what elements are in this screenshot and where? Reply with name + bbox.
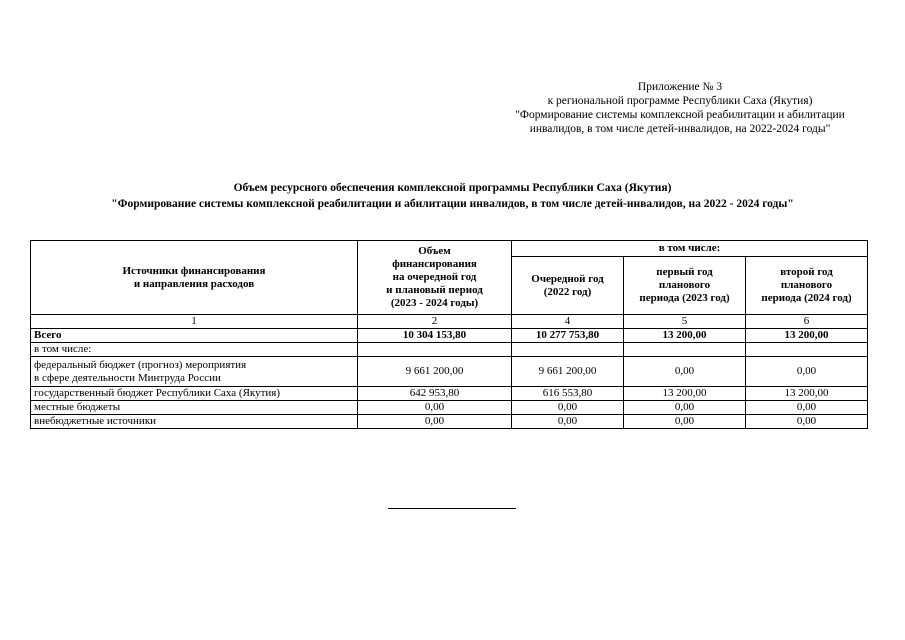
header-2023 <box>624 257 746 315</box>
row-2023: 0,00 <box>624 415 746 429</box>
document-title-line-1: Объем ресурсного обеспечения комплексной программы Республики Саха (Якутия) <box>233 182 672 194</box>
header-source-text: Источники финансирования и направления расходов <box>122 264 266 290</box>
header-group: в том числе: <box>512 241 868 257</box>
row-label-text: федеральный бюджет (прогноз) мероприятия в сфере деятельности Минтруда России <box>34 358 247 384</box>
table-row <box>31 415 868 429</box>
header-source <box>31 241 358 315</box>
column-number: 4 <box>512 315 624 329</box>
row-2024: 0,00 <box>746 357 868 387</box>
column-number: 1 <box>31 315 358 329</box>
document-title <box>0 180 905 212</box>
column-number: 6 <box>746 315 868 329</box>
header-total <box>358 241 512 315</box>
row-2022: 10 277 753,80 <box>512 329 624 343</box>
row-2024: 13 200,00 <box>746 329 868 343</box>
row-total: 0,00 <box>358 401 512 415</box>
table-row <box>31 357 868 387</box>
row-label <box>31 357 358 387</box>
appendix-program: к региональной программе Республики Саха (Якутия) <box>547 95 813 107</box>
column-number-row <box>31 315 868 329</box>
appendix-program-title-2: инвалидов, в том числе детей-инвалидов, на 2022-2024 годы" <box>529 123 831 135</box>
table-row <box>31 329 868 343</box>
column-number: 2 <box>358 315 512 329</box>
row-label: в том числе: <box>31 343 358 357</box>
row-2022: 0,00 <box>512 401 624 415</box>
row-2024: 13 200,00 <box>746 387 868 401</box>
row-total: 0,00 <box>358 415 512 429</box>
row-2022: 9 661 200,00 <box>512 357 624 387</box>
row-2023 <box>624 343 746 357</box>
row-total: 642 953,80 <box>358 387 512 401</box>
appendix-number: Приложение № 3 <box>637 81 723 93</box>
document-title-line-2: "Формирование системы комплексной реабилитации и абилитации инвалидов, в том числе детей-инвалидов, на 2022 - 2024 годы" <box>111 198 794 210</box>
header-2024-text: второй год планового периода (2024 год) <box>761 266 852 304</box>
row-2024: 0,00 <box>746 415 868 429</box>
row-total <box>358 343 512 357</box>
row-2024: 0,00 <box>746 401 868 415</box>
table-row <box>31 401 868 415</box>
row-2023: 13 200,00 <box>624 387 746 401</box>
row-total: 10 304 153,80 <box>358 329 512 343</box>
row-2024 <box>746 343 868 357</box>
header-2024 <box>746 257 868 315</box>
row-2022 <box>512 343 624 357</box>
row-2023: 13 200,00 <box>624 329 746 343</box>
resource-table <box>30 240 868 429</box>
header-2023-text: первый год планового периода (2023 год) <box>639 266 730 304</box>
row-label: местные бюджеты <box>31 401 358 415</box>
table-row <box>31 343 868 357</box>
header-total-text: Объем финансирования на очередной год и плановый период (2023 - 2024 годы) <box>386 245 483 309</box>
appendix-program-title-1: "Формирование системы комплексной реабилитации и абилитации <box>515 109 845 121</box>
header-2022 <box>512 257 624 315</box>
header-2022-text: Очередной год (2022 год) <box>531 272 604 298</box>
row-2023: 0,00 <box>624 357 746 387</box>
row-label: внебюджетные источники <box>31 415 358 429</box>
row-2022: 0,00 <box>512 415 624 429</box>
row-2022: 616 553,80 <box>512 387 624 401</box>
appendix-header <box>470 80 890 136</box>
column-number: 5 <box>624 315 746 329</box>
row-label: государственный бюджет Республики Саха (Якутия) <box>31 387 358 401</box>
table-row <box>31 387 868 401</box>
row-total: 9 661 200,00 <box>358 357 512 387</box>
row-2023: 0,00 <box>624 401 746 415</box>
row-label: Всего <box>31 329 358 343</box>
footer-divider <box>388 508 516 509</box>
